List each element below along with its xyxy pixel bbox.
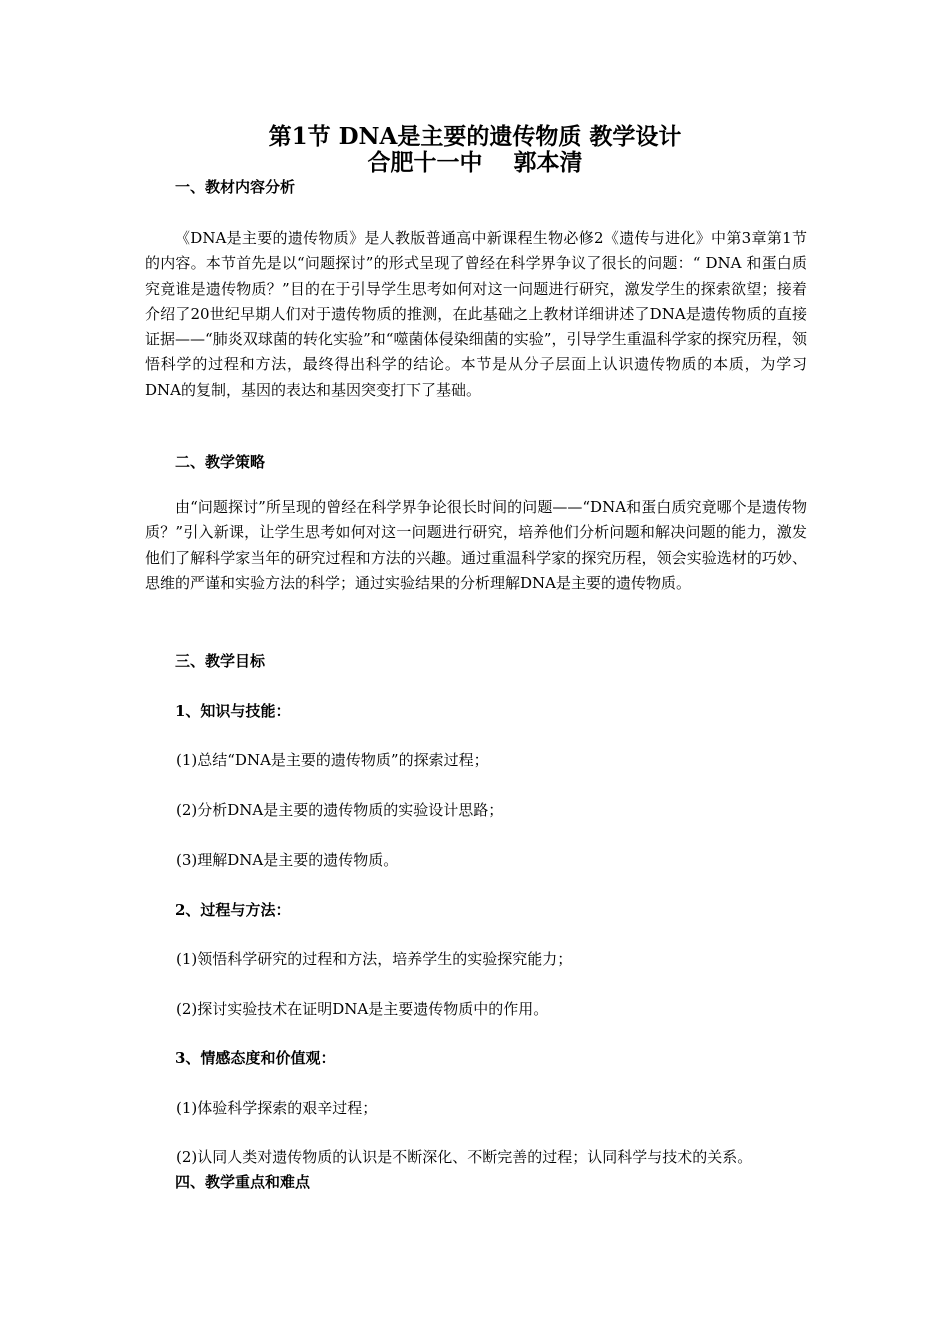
subheading-knowledge-skills: 1、知识与技能： (175, 702, 291, 720)
objective-item: (2)分析DNA是主要的遗传物质的实验设计思路； (176, 801, 504, 819)
objective-item: (1)总结“DNA是主要的遗传物质”的探索过程； (176, 751, 489, 769)
objective-item: (1)领悟科学研究的过程和方法，培养学生的实验探究能力； (176, 950, 573, 968)
objective-item: (3)理解DNA是主要的遗传物质。 (176, 851, 399, 869)
author-line: 合肥十一中 郭本清 (367, 149, 583, 176)
section-heading-teaching-strategy: 二、教学策略 (175, 453, 266, 471)
subheading-process-methods: 2、过程与方法： (175, 901, 291, 919)
document-title: 第1节 DNA是主要的遗传物质 教学设计 (268, 123, 682, 150)
objective-item: (2)认同人类对遗传物质的认识是不断深化、不断完善的过程；认同科学与技术的关系。 (176, 1148, 753, 1166)
objective-item: (1)体验科学探索的艰辛过程； (176, 1099, 378, 1117)
subheading-attitudes-values: 3、情感态度和价值观： (175, 1049, 336, 1067)
section-heading-content-analysis: 一、教材内容分析 (175, 178, 296, 196)
section-heading-key-difficult-points: 四、教学重点和难点 (175, 1173, 311, 1191)
objective-item: (2)探讨实验技术在证明DNA是主要遗传物质中的作用。 (176, 1000, 549, 1018)
paragraph-content-analysis: 《DNA是主要的遗传物质》是人教版普通高中新课程生物必修2《遗传与进化》中第3章第1节的内容。本节首先是以“问题探讨”的形式呈现了曾经在科学界争议了很长的问题：“ DNA 和蛋白质究竟谁是遗传物质？”目的在于引导学生思考如何对这一问题进行研究，激发学生的探索欲望；接着介绍了20世纪早期人们对于遗传物质的推测，在此基础之上教材详细讲述了DNA是遗传物质的直接证据——“肺炎双球菌的转化实验”和“噬菌体侵染细菌的实验”，引导学生重温科学家的探究历程，领悟科学的过程和方法，最终得出科学的结论。本节是从分子层面上认识遗传物质的本质，为学习DNA的复制，基因的表达和基因突变打下了基础。 (145, 229, 807, 399)
section-heading-teaching-objectives: 三、教学目标 (175, 652, 266, 670)
paragraph-teaching-strategy: 由“问题探讨”所呈现的曾经在科学界争论很长时间的问题——“DNA和蛋白质究竟哪个是遗传物质？”引入新课，让学生思考如何对这一问题进行研究，培养他们分析问题和解决问题的能力，激发他们了解科学家当年的研究过程和方法的兴趣。通过重温科学家的探究历程，领会实验选材的巧妙、思维的严谨和实验方法的科学；通过实验结果的分析理解DNA是主要的遗传物质。 (145, 498, 807, 592)
